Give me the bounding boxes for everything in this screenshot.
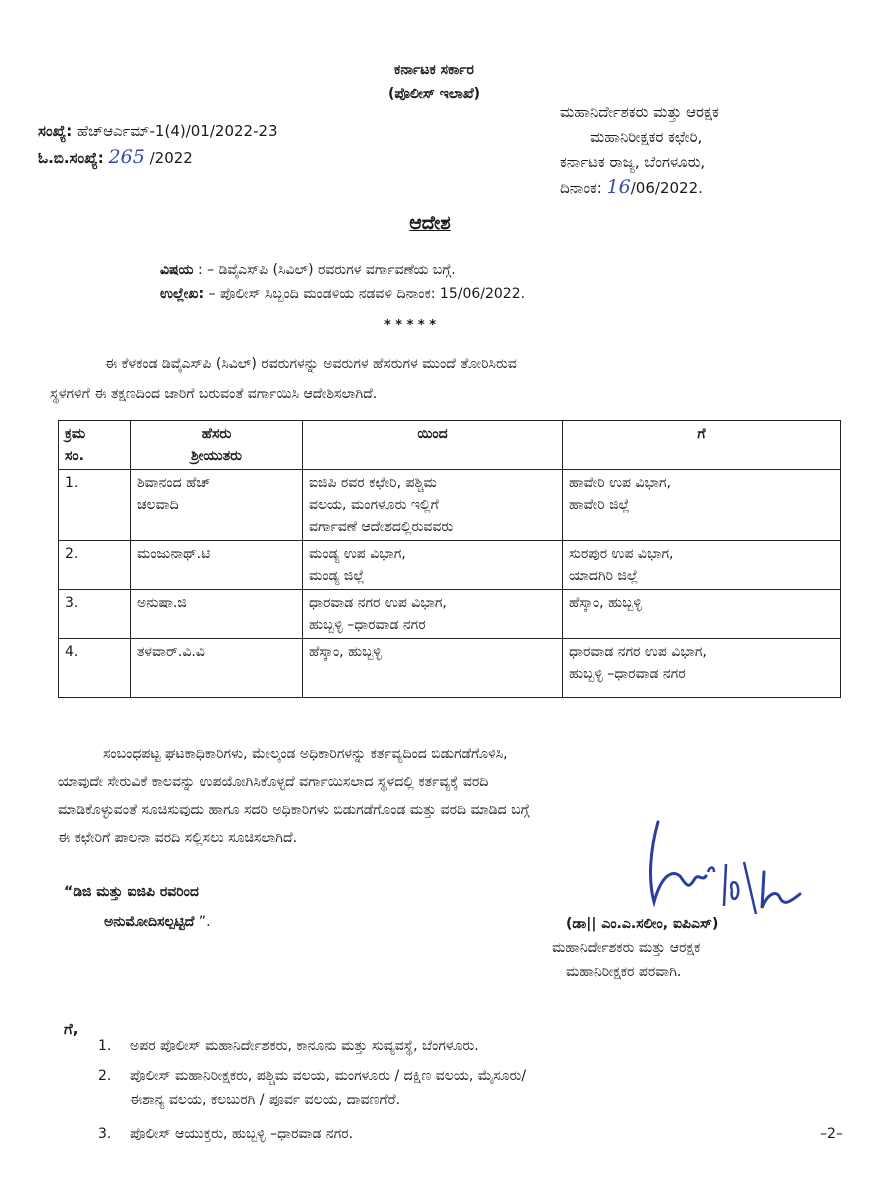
order-number (38, 122, 378, 140)
office-line-2: ಮಹಾನಿರೀಕ್ಷಕರ ಕಛೇರಿ, (590, 128, 703, 146)
cc-item-line-1: ಪೊಲೀಸ್ ಆಯುಕ್ತರು, ಹುಬ್ಬಳ್ಳಿ –ಧಾರವಾಡ ನಗರ. (130, 1126, 354, 1142)
cell-name (131, 470, 303, 541)
ob-number (38, 146, 338, 168)
dept-heading: (ಪೊಲೀಸ್ ಇಲಾಖೆ) (387, 86, 481, 102)
office-line-3: ಕರ್ನಾಟಕ ರಾಜ್ಯ, ಬೆಂಗಳೂರು, (560, 153, 706, 171)
ob-year: /2022 (149, 149, 193, 167)
approval-text: ಅನುಮೋದಿಸಲ್ಪಟ್ಟಿದೆ (104, 914, 195, 930)
cell-from-line-1: ಮಂಡ್ಯ ಉಪ ವಿಭಾಗ, (309, 546, 406, 562)
cell-to-line-2: ಹುಬ್ಬಳ್ಳಿ –ಧಾರವಾಡ ನಗರ (569, 666, 686, 682)
cc-item-line-1: ಪೊಲೀಸ್ ಮಹಾನಿರೀಕ್ಷಕರು, ಪಶ್ಚಿಮ ವಲಯ, ಮಂಗಳೂರು / ದಕ್ಷಿಣ ವಲಯ, ಮೈಸೂರು/ (130, 1068, 527, 1084)
order-number-value: ಹೆಚ್ಆರ್ಎಮ್-1(4)/01/2022-23 (76, 122, 278, 140)
cc-item-number: 1. (98, 1038, 112, 1054)
cell-to-line-2: ಯಾದಗಿರಿ ಜಿಲ್ಲೆ (569, 568, 639, 584)
table-row (59, 470, 841, 541)
body-line-1: ಸಂಬಂಧಪಟ್ಟ ಘಟಕಾಧಿಕಾರಿಗಳು, ಮೇಲ್ಕಂಡ ಅಧಿಕಾರಿಗಳನ್ನು ಕರ್ತವ್ಯದಿಂದ ಬಿಡುಗಡೆಗೊಳಿಸಿ, (103, 746, 508, 762)
cell-from (303, 541, 563, 590)
header-sl-line-1: ಕ್ರಮ (65, 426, 86, 442)
table-row (59, 541, 841, 590)
table-row (59, 590, 841, 639)
cell-from-line-1: ಹೆಸ್ಕಾಂ, ಹುಬ್ಬಳ್ಳಿ (309, 644, 382, 660)
body-line-3: ಮಾಡಿಕೊಳ್ಳುವಂತೆ ಸೂಚಿಸುವುದು ಹಾಗೂ ಸದರಿ ಅಧಿಕಾರಿಗಳು ಬಿಡುಗಡೆಗೊಂಡ ಮತ್ತು ವರದಿ ಮಾಡಿದ ಬಗ್ಗೆ (58, 802, 530, 818)
cell-to (563, 470, 841, 541)
cell-sl: 2. (59, 541, 131, 590)
order-number-label: ಸಂಖ್ಯೆ: (38, 122, 73, 140)
stars-divider: * * * * * (383, 318, 437, 333)
cc-item-number: 3. (98, 1126, 112, 1142)
cc-label: ಗೆ, (64, 1020, 79, 1038)
cell-name-line-1: ಅನುಷಾ.ಜಿ (137, 595, 187, 611)
cc-item-line-2: ಈಶಾನ್ಯ ವಲಯ, ಕಲಬುರಗಿ / ಪೂರ್ವ ವಲಯ, ದಾವಣಗೆರೆ. (130, 1092, 401, 1108)
cell-to (563, 639, 841, 698)
cell-to-line-1: ಹೆಸ್ಕಾಂ, ಹುಬ್ಬಳ್ಳಿ (569, 595, 642, 611)
cell-from-line-1: ಧಾರವಾಡ ನಗರ ಉಪ ವಿಭಾಗ, (309, 595, 447, 611)
cell-from (303, 590, 563, 639)
cell-to-line-1: ಹಾವೇರಿ ಉಪ ವಿಭಾಗ, (569, 475, 672, 491)
cell-name (131, 590, 303, 639)
office-address (560, 100, 850, 201)
cell-from-line-1: ಐಜಿಪಿ ರವರ ಕಛೇರಿ, ಪಶ್ಚಿಮ (309, 475, 437, 491)
table-row (59, 639, 841, 698)
reference-label: ಉಲ್ಲೇಖ: (160, 286, 205, 302)
cc-item-number: 2. (98, 1068, 112, 1084)
cell-name-line-1: ಮಂಜುನಾಥ್.ಟಿ (137, 546, 211, 562)
office-line-1: ಮಹಾನಿರ್ದೇಶಕರು ಮತ್ತು ಆರಕ್ಷಕ (560, 103, 719, 121)
header-to: ಗೆ (563, 421, 841, 470)
cc-item (98, 1038, 858, 1054)
cell-to-line-2: ಹಾವೇರಿ ಜಿಲ್ಲೆ (569, 497, 630, 513)
cell-to (563, 590, 841, 639)
signatory-name: (ಡಾ|| ಎಂ.ಎ.ಸಲೀಂ, ಐಪಿಎಸ್) (566, 916, 719, 932)
cell-to-line-1: ಧಾರವಾಡ ನಗರ ಉಪ ವಿಭಾಗ, (569, 644, 707, 660)
header-sl-line-2: ಸಂ. (65, 448, 84, 464)
cell-from (303, 470, 563, 541)
subject-label: ವಿಷಯ (160, 262, 194, 278)
signatory-line-2: ಮಹಾನಿರೀಕ್ಷಕರ ಪರವಾಗಿ. (566, 964, 682, 980)
govt-heading: ಕರ್ನಾಟಕ ಸರ್ಕಾರ (394, 62, 474, 78)
signatory-line-1: ಮಹಾನಿರ್ದೇಶಕರು ಮತ್ತು ಆರಕ್ಷಕ (552, 940, 701, 956)
cell-sl: 1. (59, 470, 131, 541)
body-line-2: ಯಾವುದೇ ಸೇರುವಿಕೆ ಕಾಲವನ್ನು ಉಪಯೋಗಿಸಿಕೊಳ್ಳದೆ ವರ್ಗಾಯಿಸಲಾದ ಸ್ಥಳದಲ್ಲಿ ಕರ್ತವ್ಯಕ್ಕೆ ವರದಿ (58, 774, 489, 790)
transfer-table (58, 420, 841, 698)
ob-number-label: ಓ.ಬಿ.ಸಂಖ್ಯೆ: (38, 149, 104, 167)
table-header-row (59, 421, 841, 470)
cell-name (131, 639, 303, 698)
approval-line-1: “ಡಿಜಿ ಮತ್ತು ಐಜಿಪಿ ರವರಿಂದ (64, 884, 199, 900)
cell-from-line-3: ವರ್ಗಾವಣೆ ಆದೇಶದಲ್ಲಿರುವವರು (309, 519, 454, 535)
subject-line (160, 262, 720, 278)
reference-text: – ಪೊಲೀಸ್ ಸಿಬ್ಬಂದಿ ಮಂಡಳಿಯ ನಡವಳಿ ದಿನಾಂಕ: 15/06/2022. (204, 286, 526, 302)
subject-text: : – ಡಿವೈಎಸ್‌ಪಿ (ಸಿವಿಲ್) ರವರುಗಳ ವರ್ಗಾವಣೆಯ ಬಗ್ಗೆ. (193, 262, 456, 278)
intro-line-1: ಈ ಕೆಳಕಂಡ ಡಿವೈಎಸ್‌ಪಿ (ಸಿವಿಲ್) ರವರುಗಳನ್ನು ಅವರುಗಳ ಹೆಸರುಗಳ ಮುಂದೆ ತೋರಿಸಿರುವ (105, 356, 517, 372)
cell-name-line-1: ಶಿವಾನಂದ ಹೆಚ್ (137, 475, 211, 491)
approval-end: ”. (194, 914, 211, 930)
cc-item (98, 1068, 858, 1108)
cell-from-line-2: ಮಂಡ್ಯ ಜಿಲ್ಲೆ (309, 568, 365, 584)
cell-sl: 3. (59, 590, 131, 639)
reference-line (160, 286, 760, 302)
cc-item-line-1: ಅಪರ ಪೊಲೀಸ್ ಮಹಾನಿರ್ದೇಶಕರು, ಕಾನೂನು ಮತ್ತು ಸುವ್ಯವಸ್ಥೆ, ಬೆಂಗಳೂರು. (130, 1038, 479, 1054)
intro-line-2: ಸ್ಥಳಗಳಿಗೆ ಈ ತಕ್ಷಣದಿಂದ ಜಾರಿಗೆ ಬರುವಂತೆ ವರ್ಗಾಯಿಸಿ ಆದೇಶಿಸಲಾಗಿದೆ. (50, 386, 378, 402)
page-number: –2– (820, 1126, 843, 1142)
header-sl (59, 421, 131, 470)
date-label: ದಿನಾಂಕ: (560, 179, 602, 197)
signature-image (640, 810, 830, 920)
approval-line-2 (104, 914, 404, 930)
cell-name-line-2: ಚಲವಾದಿ (137, 497, 179, 513)
date-rest: /06/2022. (630, 179, 703, 197)
header-name-line-2: ಶ್ರೀಯುತರು (190, 448, 243, 464)
cell-from-line-2: ವಲಯ, ಮಂಗಳೂರು ಇಲ್ಲಿಗೆ (309, 497, 439, 513)
office-date (560, 175, 850, 201)
body-line-4: ಈ ಕಛೇರಿಗೆ ಪಾಲನಾ ವರದಿ ಸಲ್ಲಿಸಲು ಸೂಚಿಸಲಾಗಿದೆ. (58, 830, 298, 846)
header-name-line-1: ಹೆಸರು (201, 426, 232, 442)
cell-name (131, 541, 303, 590)
order-title: ಆದೇಶ (409, 212, 451, 234)
cell-sl: 4. (59, 639, 131, 698)
cell-from (303, 639, 563, 698)
cell-to-line-1: ಸುರಪುರ ಉಪ ವಿಭಾಗ, (569, 546, 674, 562)
cell-from-line-2: ಹುಬ್ಬಳ್ಳಿ –ಧಾರವಾಡ ನಗರ (309, 617, 426, 633)
cell-to (563, 541, 841, 590)
cell-name-line-1: ತಳವಾರ್.ವಿ.ವಿ (137, 644, 205, 660)
header-name (131, 421, 303, 470)
cc-item (98, 1126, 698, 1142)
ob-handwritten-number: 265 (108, 146, 145, 168)
header-from: ಯಿಂದ (303, 421, 563, 470)
date-handwritten-day: 16 (606, 176, 631, 198)
